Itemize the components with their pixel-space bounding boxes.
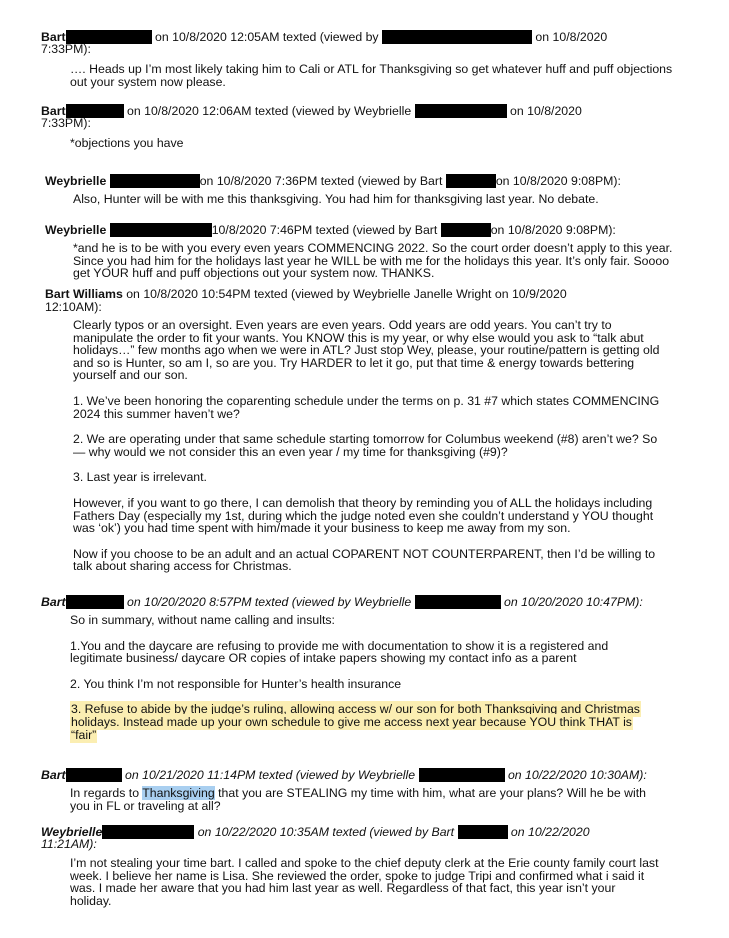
header-continuation: 12:10AM): bbox=[45, 300, 102, 314]
redaction-bar bbox=[415, 104, 507, 118]
header-text: on 10/22/2020 bbox=[510, 825, 590, 839]
message-body bbox=[70, 787, 660, 812]
paragraph: So in summary, without name calling and insults: bbox=[70, 613, 335, 627]
sender-name: Bart bbox=[41, 768, 66, 782]
paragraph: 1.You and the daycare are refusing to provide me with documentation to show it is a registered and legitimate business/ daycare OR copies of intake papers showing my contact info as a parent bbox=[70, 638, 609, 666]
header-continuation: 11:21AM): bbox=[41, 837, 97, 851]
paragraph: 2. We are operating under that same schedule starting tomorrow for Columbus weekend (#8) aren’t we? So — why would we not consider this an even year / my time for thanksgiving (#9)? bbox=[73, 432, 658, 459]
header-text: on 10/8/2020 12:05AM texted (viewed by bbox=[155, 30, 379, 44]
redaction-bar bbox=[110, 223, 212, 237]
header-text: on 10/8/2020 12:06AM texted (viewed by Weybrielle bbox=[127, 104, 412, 118]
message-body bbox=[70, 857, 660, 907]
redaction-bar bbox=[458, 825, 508, 839]
header-text: on 10/8/2020 bbox=[535, 30, 608, 44]
sender-name: Bart bbox=[41, 595, 66, 609]
redaction-bar bbox=[382, 30, 532, 44]
header-text: on 10/20/2020 10:47PM): bbox=[504, 595, 643, 609]
message-body bbox=[70, 63, 676, 88]
sender-name: Weybrielle bbox=[45, 223, 107, 237]
header-text: on 10/8/2020 9:08PM): bbox=[495, 174, 621, 188]
paragraph: *and he is to be with you every even years COMMENCING 2022. So the court order doesn’t apply to this year. Since you had him for the holidays last year he WILL be with me for the holidays this year. It’s only fair. Soooo get YOUR huff and puff objections out your system now. THANKS. bbox=[73, 241, 673, 281]
sender-name: Weybrielle bbox=[41, 825, 103, 839]
text-run: that you are STEALING my time with him, what are your plans? Will he be with you in FL or traveling at all? bbox=[70, 786, 646, 813]
message-header bbox=[45, 288, 567, 301]
redaction-bar bbox=[102, 825, 194, 839]
paragraph: I’m not stealing your time bart. I called and spoke to the chief deputy clerk at the Erie county family court last week. I believe her name is Lisa. She reviewed the order, spoke to judge Tripi and confirmed what i said it was. I made her aware that you had him last year as well. Regardless of that fact, this year isn’t your holiday. bbox=[70, 856, 659, 908]
message-header bbox=[45, 223, 616, 237]
message-header bbox=[41, 768, 647, 782]
header-text: on 10/8/2020 9:08PM): bbox=[490, 223, 616, 237]
sender-name: Weybrielle bbox=[45, 174, 107, 188]
header-continuation: 7:33PM): bbox=[41, 116, 91, 130]
message-header bbox=[41, 595, 643, 609]
header-text: on 10/21/2020 11:14PM texted (viewed by Weybrielle bbox=[125, 768, 416, 782]
header-text: on 10/22/2020 10:30AM): bbox=[507, 768, 647, 782]
paragraph: However, if you want to go there, I can demolish that theory by reminding you of ALL the holidays including Fathers Day (especially my 1st, during which the judge noted even she couldn’t understand y YOU thought was ‘ok’) you had time spent with him/made it your business to keep me away from my son. bbox=[73, 495, 654, 536]
message-body bbox=[73, 193, 679, 206]
sender-name: Bart bbox=[41, 30, 66, 44]
message-body bbox=[73, 242, 679, 280]
paragraph: Now if you choose to be an adult and an actual COPARENT NOT COUNTERPARENT, then I’d be willing to talk about sharing access for Christmas. bbox=[73, 546, 656, 574]
header-text: on 10/22/2020 10:35AM texted (viewed by Bart bbox=[197, 825, 455, 839]
paragraph bbox=[70, 787, 660, 812]
header-text: on 10/8/2020 bbox=[510, 104, 582, 118]
message-header bbox=[41, 30, 607, 44]
message-header bbox=[41, 825, 590, 839]
paragraph: Also, Hunter will be with me this thanksgiving. You had him for thanksgiving last year. No debate. bbox=[73, 192, 599, 206]
message-body bbox=[70, 137, 676, 150]
redaction-bar bbox=[66, 768, 122, 782]
header-text: on 10/8/2020 7:36PM texted (viewed by Bart bbox=[199, 174, 443, 188]
redaction-bar bbox=[66, 595, 124, 609]
paragraph: …. Heads up I’m most likely taking him to Cali or ATL for Thanksgiving so get whatever huff and puff objections out your system now please. bbox=[70, 62, 673, 89]
redaction-bar bbox=[110, 174, 200, 188]
paragraph: 2. You think I’m not responsible for Hunter’s health insurance bbox=[70, 676, 402, 691]
selected-text[interactable]: Thanksgiving bbox=[142, 786, 215, 800]
text-run: In regards to bbox=[70, 786, 140, 800]
text-highlight: 3. Refuse to abide by the judge’s ruling, allowing access w/ our son for both Thanksgiving and Christmas holidays. Instead made up your own schedule to give me access next year because YOU think THAT is “fair” bbox=[71, 702, 640, 742]
header-text: on 10/20/2020 8:57PM texted (viewed by Weybrielle bbox=[127, 595, 412, 609]
message-body bbox=[70, 614, 658, 741]
message-header bbox=[41, 104, 582, 118]
header-text: on 10/8/2020 10:54PM texted (viewed by Weybrielle Janelle Wright on 10/9/2020 bbox=[126, 287, 567, 301]
sender-name: Bart Williams bbox=[45, 287, 123, 301]
redaction-bar bbox=[446, 174, 496, 188]
message-header bbox=[45, 174, 621, 188]
sender-name: Bart bbox=[41, 104, 66, 118]
paragraph: 1. We’ve been honoring the coparenting schedule under the terms on p. 31 #7 which states COMMENCING 2024 this summer haven’t we? bbox=[73, 393, 660, 421]
highlighted-paragraph bbox=[70, 703, 658, 741]
header-continuation: 7:33PM): bbox=[41, 42, 91, 56]
header-text: 10/8/2020 7:46PM texted (viewed by Bart bbox=[211, 223, 438, 237]
redaction-bar bbox=[441, 223, 491, 237]
paragraph: 3. Last year is irrelevant. bbox=[73, 470, 207, 485]
paragraph: *objections you have bbox=[70, 136, 184, 150]
message-body bbox=[73, 319, 663, 573]
redaction-bar bbox=[419, 768, 505, 782]
paragraph: Clearly typos or an oversight. Even years are even years. Odd years are odd years. You can’t try to manipulate the order to fit your wants. You KNOW this is my year, or why else would you ask to “talk abut holidays…” few months ago when we were in ATL? Just stop Wey, please, your routine/pattern is getting old and so is Hunter, so am I, so are you. Try HARDER to let it go, put that time & energy towards bettering yourself and our son. bbox=[73, 318, 660, 383]
redaction-bar bbox=[415, 595, 501, 609]
